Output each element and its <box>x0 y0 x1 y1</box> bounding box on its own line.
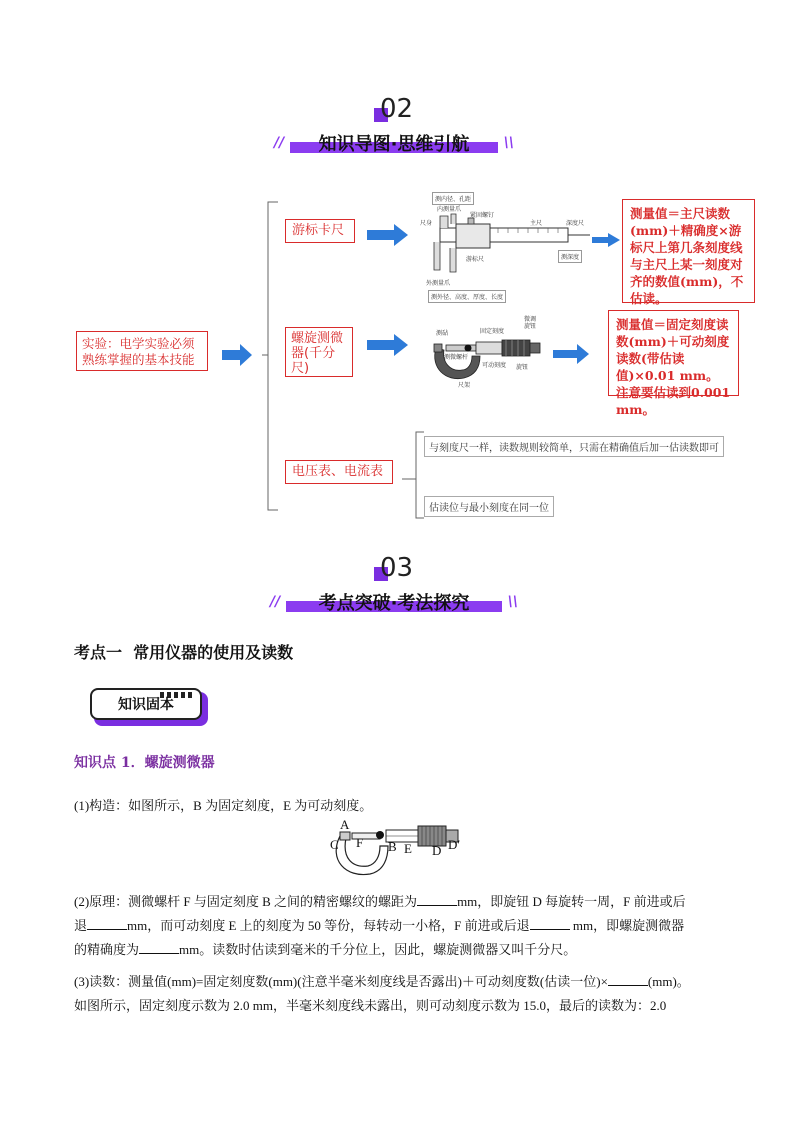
label-outer-measure: 测外径、高度、厚度、长度 <box>428 290 506 303</box>
badge-dots-icon <box>160 683 200 689</box>
fig-label-f: F <box>356 835 364 850</box>
meters-note-1: 与刻度尺一样，读数规则较简单，只需在精确值后加一估读数即可 <box>424 436 724 457</box>
label-main-scale: 主尺 <box>530 220 543 227</box>
root-arrow-icon <box>222 344 252 366</box>
vernier-result-box: 测量值＝主尺读数(mm)＋精确度×游标尺上第几条刻度线与主尺上某一刻度对齐的数值(mm)，不估读。 <box>622 199 755 303</box>
topic-heading: 考点一 常用仪器的使用及读数 <box>74 643 294 662</box>
blank-3[interactable] <box>530 917 570 930</box>
paragraph-structure: (1)构造：如图所示，B 为固定刻度，E 为可动刻度。 <box>74 798 373 813</box>
fig-label-e: E <box>404 841 412 856</box>
label-depth: 测深度 <box>558 250 582 263</box>
section-03-banner <box>266 590 522 612</box>
section-03-title: 考点突破·考法探究 <box>318 593 470 614</box>
left-slash-decoration: // <box>274 135 285 151</box>
section-02-banner <box>270 131 518 153</box>
blank-4[interactable] <box>139 941 179 954</box>
micrometer-figure <box>326 817 466 880</box>
mindmap-root-label: 实验：电学实验必须熟练掌握的基本技能 <box>82 336 195 367</box>
right-slash-decoration: \\ <box>507 594 518 610</box>
vernier-arrow-icon <box>367 224 408 246</box>
paragraph-reading: (3)读数：测量值(mm)=固定刻度数(mm)(注意半毫米刻度线是否露出)＋可动刻度数(估读一位)× (mm)。 如图所示，固定刻度示数为 2.0 mm，半毫米刻度线未露出，则可动刻度示数为 15.0，最后的读数为：2.0 <box>74 974 690 1013</box>
label-fixed-scale: 固定刻度 <box>480 328 505 335</box>
label-spindle: 测微螺杆 <box>444 354 469 361</box>
label-knob: 微调旋钮 <box>524 316 537 330</box>
label-thimble: 旋钮 <box>516 364 529 371</box>
branch-micrometer-box: 螺旋测微器(千分尺) <box>285 327 353 377</box>
fig-label-b: B <box>388 839 397 854</box>
micrometer-diagram <box>422 312 552 390</box>
fig-label-a: A <box>340 817 350 832</box>
vernier-caliper-diagram <box>418 190 598 302</box>
knowledge-badge <box>90 686 208 726</box>
section-03-number: 03 <box>380 553 413 583</box>
label-screw: 紧固螺钉 <box>470 212 495 219</box>
label-vernier: 游标尺 <box>466 256 485 263</box>
label-frame: 尺架 <box>458 382 471 389</box>
label-ruler-body: 尺身 <box>420 220 433 227</box>
label-outer-claw: 外测量爪 <box>426 280 451 287</box>
label-depth-rod: 深度尺 <box>566 220 585 227</box>
fig-label-c: C <box>330 837 339 852</box>
micrometer-result-arrow-icon <box>553 344 589 364</box>
meters-note-2: 估读位与最小刻度在同一位 <box>424 496 554 517</box>
blank-1[interactable] <box>417 893 457 906</box>
label-inner-jaw: 测内径、孔距 <box>432 192 474 205</box>
label-anvil: 测砧 <box>436 330 449 337</box>
label-inner-claw: 内测量爪 <box>437 206 462 213</box>
left-slash-decoration: // <box>270 594 281 610</box>
badge-label: 知识固本 <box>118 697 174 713</box>
section-02-title: 知识导图·思维引航 <box>318 134 470 155</box>
fig-label-d-prime: D′ <box>448 837 461 852</box>
micrometer-arrow-icon <box>367 334 408 356</box>
branch-meters-box: 电压表、电流表 <box>285 460 393 484</box>
paragraph-principle: (2)原理：测微螺杆 F 与固定刻度 B 之间的精密螺纹的螺距为 mm，即旋钮 D 每旋转一周，F 前进或后 退 mm，而可动刻度 E 上的刻度为 50 等份，每转动一小格，F 前进或后退 mm，即螺旋测微器 的精确度为 mm。读数时估读到毫米的千分位上，因此，螺旋测微器又叫千分尺。 <box>74 894 686 957</box>
micrometer-result-box: 测量值＝固定刻度读数(mm)＋可动刻度读数(带估读值)×0.01 mm。注意要估读到0.001 mm。 <box>608 310 739 396</box>
section-02-number: 02 <box>380 94 413 124</box>
mindmap-root-box <box>76 331 208 371</box>
fig-label-d: D <box>432 843 442 858</box>
branch-vernier-box: 游标卡尺 <box>285 219 355 243</box>
blank-2[interactable] <box>87 917 127 930</box>
right-slash-decoration: \\ <box>503 135 514 151</box>
knowledge-point-heading: 知识点 1．螺旋测微器 <box>74 755 215 771</box>
blank-5[interactable] <box>608 973 648 986</box>
label-movable-scale: 可动刻度 <box>482 362 507 369</box>
